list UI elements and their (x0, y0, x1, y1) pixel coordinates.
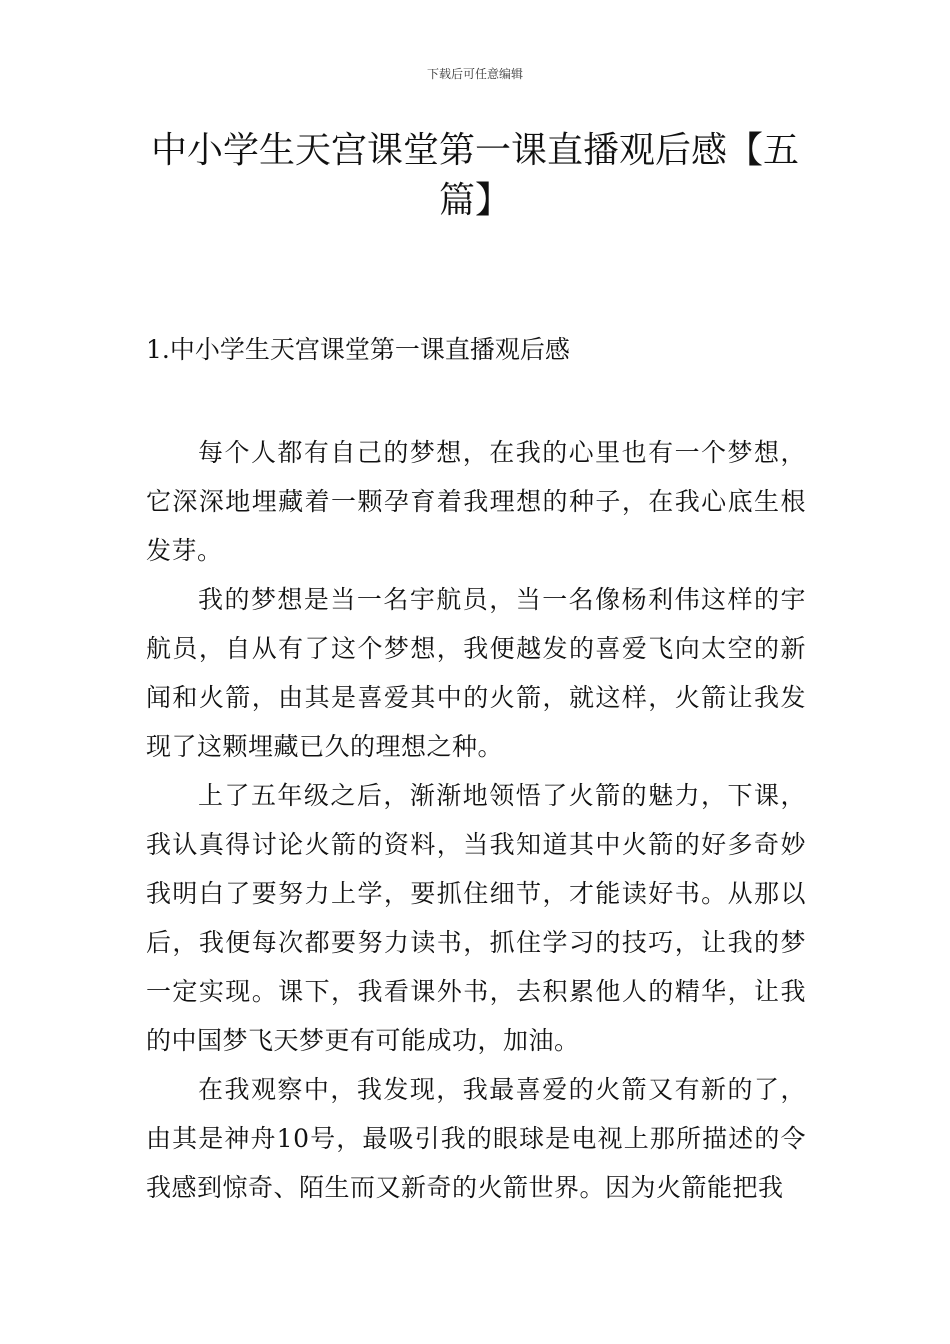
paragraph: 上了五年级之后，渐渐地领悟了火箭的魅力，下课，我认真得讨论火箭的资料，当我知道其中火箭的好多奇妙我明白了要努力上学，要抓住细节，才能读好书。从那以后，我便每次都要努力读书，抓住学习的技巧，让我的梦一定实现。课下，我看课外书，去积累他人的精华，让我的中国梦飞天梦更有可能成功，加油。 (146, 781, 806, 1055)
section-heading: 1.中小学生天宫课堂第一课直播观后感 (146, 335, 570, 364)
body-text (146, 428, 806, 1212)
document-title: 中小学生天宫课堂第一课直播观后感【五篇】 (150, 130, 799, 221)
paragraph: 每个人都有自己的梦想，在我的心里也有一个梦想，它深深地埋藏着一颗孕育着我理想的种子，在我心底生根发芽。 (146, 438, 806, 565)
paragraph: 在我观察中，我发现，我最喜爱的火箭又有新的了，由其是神舟10号，最吸引我的眼球是电视上那所描述的令我感到惊奇、陌生而又新奇的火箭世界。因为火箭能把我 (146, 1075, 806, 1202)
paragraph: 我的梦想是当一名宇航员，当一名像杨利伟这样的宇航员，自从有了这个梦想，我便越发的喜爱飞向太空的新闻和火箭，由其是喜爱其中的火箭，就这样，火箭让我发现了这颗埋藏已久的理想之种。 (146, 585, 806, 761)
header-note: 下载后可任意编辑 (426, 67, 523, 81)
